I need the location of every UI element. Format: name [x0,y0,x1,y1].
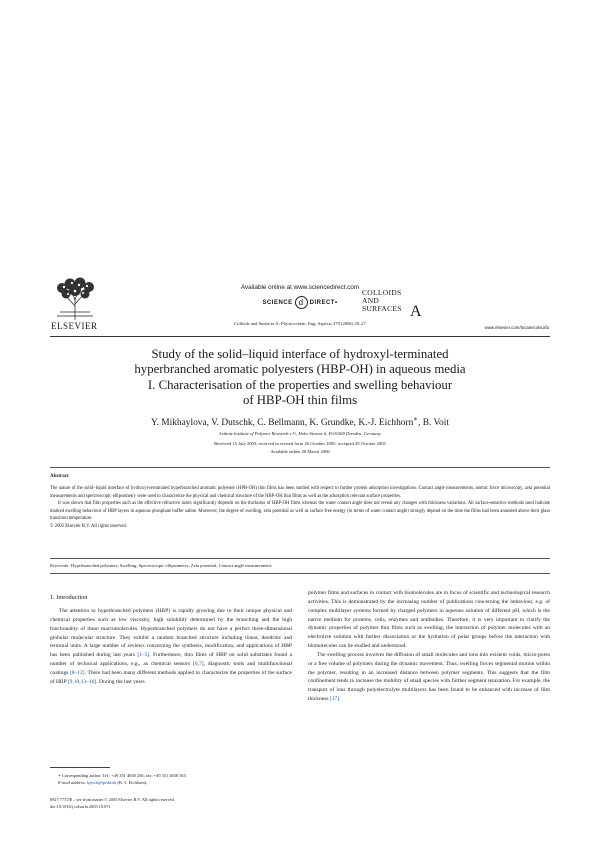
abstract-top-divider [50,467,550,468]
available-online-line: Available online at www.sciencedirect.com [240,284,360,291]
right-column [308,589,550,704]
abstract-heading: Abstract [50,474,69,479]
journal-citation: Colloids and Surfaces A: Physicochem. Eng. Aspects 279 (2006) 20–27 [234,321,366,326]
available-online-date: Available online 20 March 2006 [270,448,330,454]
email-link[interactable]: kjeich@ipfdd.de [87,780,117,786]
journal-logo-line: COLLOIDS [362,288,402,297]
journal-logo-letter: A [410,303,422,320]
received-dates: Received 15 July 2005; received in revised form 26 October 2005; accepted 29 October 2005 [214,441,386,446]
intro-text: . Furthermore, thin films of HBP on solid substrates found a number of technical applications, e.g., as chemical sensors [50,652,293,668]
keywords-text: Hyperbranched polymers; Swelling; Spectroscopic ellipsometry; Zeta potential; Contact angle measurements [69,563,272,568]
footnote-divider [50,767,110,768]
journal-logo [362,289,406,313]
section-heading-introduction: 1. Introduction [50,594,88,601]
elsevier-wordmark: ELSEVIER [51,321,98,331]
title-line: hyperbranched aromatic polyesters (HBP-OH) in aqueous media [134,362,466,377]
intro-text: . [339,696,341,703]
journal-logo-line: SURFACES [362,304,402,313]
last-author: , B. Voit [418,418,449,429]
keywords-divider [50,558,550,559]
affiliation: Leibniz Institute of Polymer Research e.V., Hohe Strasse 6, D-01069 Dresden, Germany [219,431,381,436]
intro-text: The attention to hyperbranched polymers (HBP) is rapidly growing due to their unique physical and chemical properties such as low viscosity, high solubility determined by the branching and the high functionality of these macromolecules. Hyperbranched polymers do not have a perfect three-dimensional globular molecular structure. They exhibit a random branched structure including linear, dendritic and terminal units. A large number of reviews concerning the synthesis, modification, and applications of HBP has been published during last years [50,608,292,659]
corresponding-author-mark: ∗ [413,415,419,423]
intro-text: . During the last years [96,678,145,685]
footnote [50,772,292,787]
citation-link[interactable]: [6,7] [193,661,204,668]
journal-logo-line: AND [362,296,380,305]
keywords [50,563,550,568]
email-label: E-mail address: [58,780,87,786]
abstract-copyright: © 2005 Elsevier B.V. All rights reserved. [50,523,128,529]
sciencedirect-logo [0,296,600,309]
header-divider [50,336,550,337]
sciencedirect-left: SCIENCE [262,300,293,307]
title-line: Study of the solid–liquid interface of hydroxyl-terminated [151,347,449,361]
intro-text: The swelling process involves the diffusion of small molecules and ions into existent voids, micro-pores or a free volume of polymers during the dynamic movement. Thus, swelling forces segmental motion within the polymer, resulting in an increased distance between polymer segments. This suggests that the film confinement tends to increase the mobility of small species with further segment relaxation. For example, the transport of ions through polyelectrolyte multilayers has been found to be enhanced with increase of film thickness [308,651,550,703]
citation-link[interactable]: [9,10,13–16] [67,678,97,685]
article-title [50,347,550,409]
intro-paragraph [308,651,550,704]
citation-link[interactable]: [17] [329,696,340,703]
body-divider [50,573,550,574]
publication-info [50,796,175,811]
sciencedirect-right: DIRECT [309,300,335,307]
doi-line: doi:10.1016/j.colsurfa.2005.10.071 [50,804,111,810]
issn-line: 0927-7757/$ – see front matter © 2005 Elsevier B.V. All rights reserved. [50,797,175,802]
title-line: I. Characterisation of the properties and swelling behaviour [147,377,453,392]
keywords-label: Keywords: [50,563,70,568]
journal-website: www.elsevier.com/locate/colsurfa [484,325,549,330]
title-line: of HBP-OH thin films [242,393,358,408]
email-suffix: (K.-J. Eichhorn). [116,780,148,786]
intro-text: . There had been many different methods applied to characterize the properties of the surface of HBP [50,669,292,685]
abstract-body [50,485,550,530]
abstract-paragraph: It was shown that film properties such as the effective refractive index significantly depends on the thickness of HBP-OH films whereas the water contact angle does not reveal any changes with thickness variations. All surface-sensitive methods used indicate marked swelling behaviour of HBP layers in aqueous phosphate buffer saline. Moreover, the degree of swelling, zeta potential as well as surface free energy (in terms of water contact angle) strongly depend on the time the films had been annealed above their glass transition temperature. [50,501,550,522]
intro-text: , diagnostic tools and multifunctional coatings [50,661,293,676]
email-line [50,779,292,786]
article-history [50,440,550,455]
left-column [50,607,292,687]
citation-link[interactable]: [1–5] [137,652,150,659]
sciencedirect-at-icon: d [295,296,308,309]
abstract-paragraph: The nature of the solid–liquid interface of hydroxyl-terminated hyperbranched aromatic polyester (HPB-OH) thin films has been studied with respect to further protein adsorption investigations. Contact angle measurements, atomic force microscopy, zeta potential measurements and spectroscopic ellipsometry were used to characterize the physical and chemical structure of the HBP-OH thin films as well as the adsorption relevant surface properties. [50,486,550,499]
authors-text: Y. Mikhaylova, V. Dutschk, C. Bellmann, K. Grundke, K.-J. Eichhorn [151,418,414,429]
corresponding-author-note: ∗ Corresponding author. Tel.: +49 351 4658 256; fax: +49 351 4658 565. [58,773,187,778]
intro-paragraph [50,607,292,687]
intro-paragraph: polymer films and surfaces in contact with biomolecules are in focus of scientific and technological research activities. This is demonstrated by the increasing number of publications concerning the behaviour, e.g. of complex multilayer systems formed by charged polymers in aqueous solution of different pH, which is the native medium for proteins, cells, enzymes and antibodies. Therefore, it is very important to clarify the dynamic properties of polymer thin films such as swelling, the interaction of polymer molecules with an electrolyte solution with further dissociation or the hydration of polar groups before the interaction with biomolecules can be studied and understood. [308,590,550,650]
sciencedirect-dot: • [334,300,338,307]
author-list [50,415,550,428]
citation-link[interactable]: [8–12] [69,669,85,676]
